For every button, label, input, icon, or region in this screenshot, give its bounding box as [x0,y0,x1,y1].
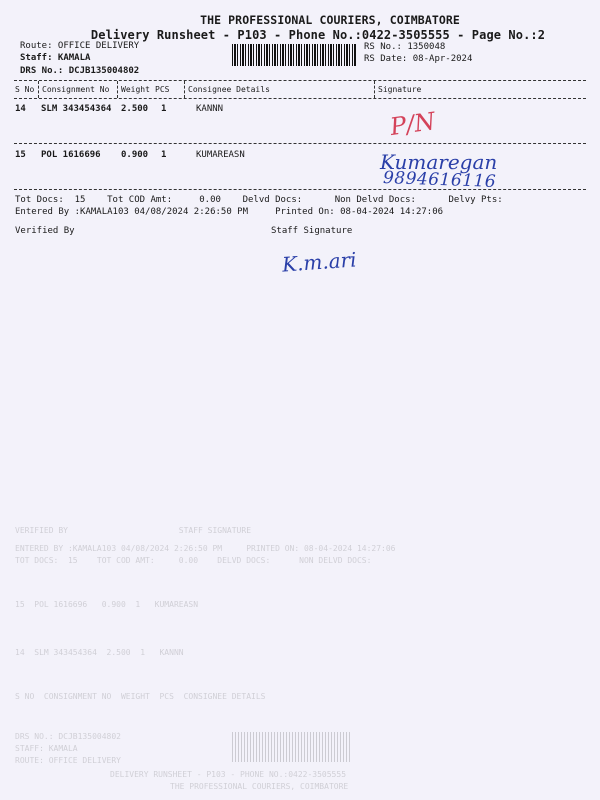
entered-line: Entered By :KAMALA103 04/08/2024 2:26:50 PM Printed On: 08-04-2024 14:27:06 [15,207,444,217]
staff-signature-label: Staff Signature [271,226,353,236]
staff-label: Staff: KAMALA [20,53,91,63]
row-pcs: 1 [161,104,167,114]
row-consignment: POL 1616696 [41,150,101,160]
row-signature-phone: 9894616116 [382,168,497,192]
totals-line: Tot Docs: 15 Tot COD Amt: 0.00 Delvd Docs: Non Delvd Docs: Delvy Pts: [15,195,503,205]
route-label: Route: OFFICE DELIVERY [20,41,140,51]
row-sno: 14 [15,104,26,114]
col-consignment: Consignment No [42,85,110,94]
table-header-rule [14,98,586,99]
rs-date: RS Date: 08-Apr-2024 [364,54,473,64]
row-sno: 15 [15,150,26,160]
col-divider [374,81,375,98]
row-rule [14,143,586,144]
row-consignee: KANNN [196,104,224,114]
barcode [232,44,357,66]
verified-by: Verified By [15,226,75,236]
staff-signature: K.m.ari [281,247,358,277]
table-top-rule [14,80,586,81]
col-divider [117,81,118,98]
col-sno: S No [15,85,35,94]
row-consignment: SLM 343454364 [41,104,112,114]
col-consignee: Consignee Details [188,85,270,94]
totals-rule [14,189,586,190]
col-divider [38,81,39,98]
row-weight: 2.500 [121,104,149,114]
row-pcs: 1 [161,150,167,160]
row-signature: Kumaregan [380,150,498,174]
bleed-through: VERIFIED BY STAFF SIGNATURE ENTERED BY :KAMALA103 04/08/2024 2:26:50 PM PRINTED ON: 08-04-2024 14:27:06 TOT DOCS: 15 TOT COD AMT: 0.00 DELVD DOCS: NON DELVD DOCS: 15 POL 1616696 0.900 1 KUMAREASN 14 SLM 343454364 2.500 1 KANNN S NO CONSIGNMENT NO WEIGHT PCS CONSIGNEE DETAILS DRS NO.: DCJB135004802 STAFF: KAMALA ROUTE: OFFICE DELIVERY DELIVERY RUNSHEET - P103 - PHONE NO.:0422-3505555 THE PROFESSIONAL COURIERS, COIMBATORE [15,526,396,791]
col-divider [184,81,185,98]
runsheet-title: Delivery Runsheet - P103 - Phone No.:0422-3505555 - Page No.:2 [90,28,546,42]
row-weight: 0.900 [121,150,149,160]
row-consignee: KUMAREASN [196,150,245,160]
col-pcs: PCS [155,85,170,94]
col-weight: Weight [121,85,150,94]
company-title: THE PROFESSIONAL COURIERS, COIMBATORE [200,13,460,27]
rs-number: RS No.: 1350048 [364,42,446,52]
col-signature: Signature [378,85,422,94]
row-signature: P/N [388,106,437,142]
drs-number: DRS No.: DCJB135004802 [20,66,140,76]
